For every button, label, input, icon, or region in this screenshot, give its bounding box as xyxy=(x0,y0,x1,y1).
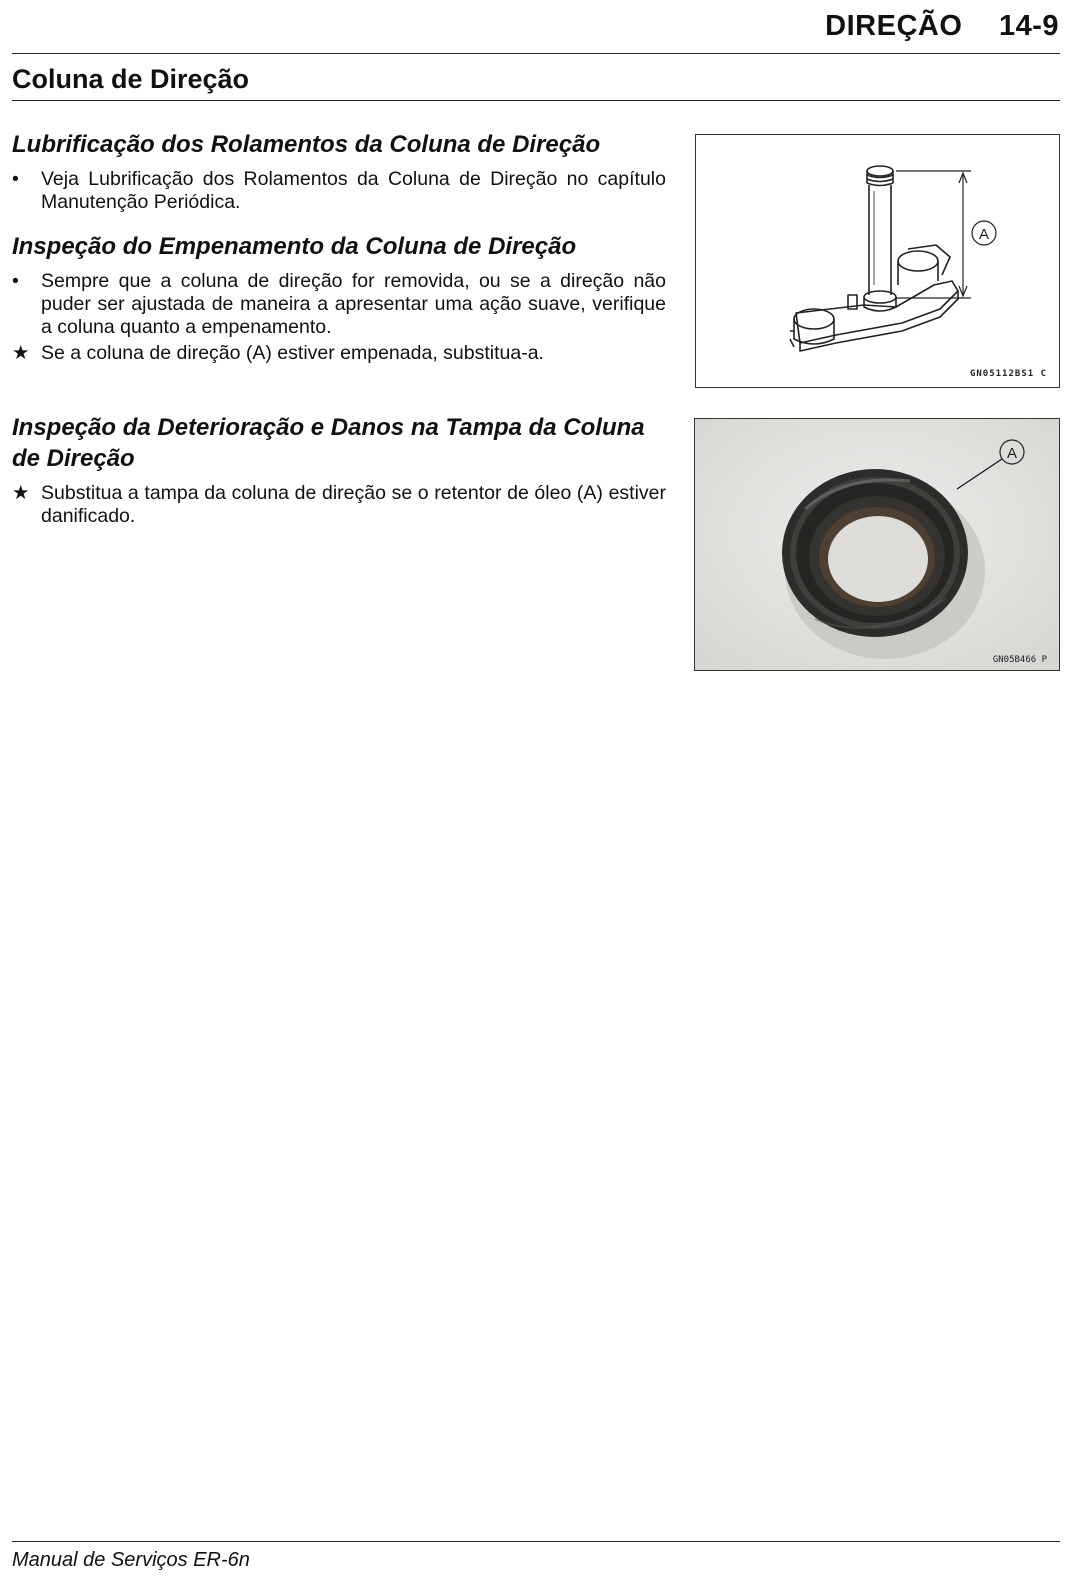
figure-code: GN05B466 P xyxy=(992,655,1047,665)
section-title: Coluna de Direção xyxy=(12,64,250,94)
item-text: Substitua a tampa da coluna de direção se o retentor de óleo (A) estiver danificado. xyxy=(41,482,666,527)
header-rule xyxy=(12,53,1060,54)
bullet-marker: • xyxy=(12,270,19,292)
figure-code: GN05112BS1 C xyxy=(969,369,1047,379)
section-rule xyxy=(12,100,1060,101)
list-item xyxy=(12,342,666,365)
section-warp-inspection xyxy=(12,231,666,365)
star-marker: ★ xyxy=(12,482,30,504)
item-text: Veja Lubrificação dos Rolamentos da Coluna de Direção no capítulo Manutenção Periódica. xyxy=(41,168,666,213)
item-text: Sempre que a coluna de direção for removida, ou se a direção não puder ser ajustada de maneira a apresentar uma ação suave, verifique a coluna quanto a empenamento. xyxy=(41,270,666,338)
item-text: Se a coluna de direção (A) estiver empenada, substitua-a. xyxy=(41,342,544,364)
footer-text: Manual de Serviços ER-6n xyxy=(12,1549,250,1571)
page-number: 14-9 xyxy=(998,10,1059,42)
list-item xyxy=(12,168,666,214)
figure-steering-stem xyxy=(695,134,1060,388)
section-heading: Lubrificação dos Rolamentos da Coluna de Direção xyxy=(12,131,601,158)
callout-label: A xyxy=(978,226,990,243)
list-item xyxy=(12,270,666,339)
section-lubrication xyxy=(12,129,666,214)
footer-rule xyxy=(12,1541,1060,1542)
oil-seal-photo xyxy=(695,419,1059,670)
steering-stem-drawing xyxy=(696,135,1059,387)
list-item xyxy=(12,482,666,528)
page-header xyxy=(825,10,1059,43)
section-heading: Inspeção da Deterioração e Danos na Tampa da Coluna de Direção xyxy=(12,414,645,472)
figure-oil-seal xyxy=(694,418,1060,671)
chapter-title: DIREÇÃO xyxy=(825,10,963,42)
star-marker: ★ xyxy=(12,342,30,364)
callout-label: A xyxy=(1006,445,1018,462)
bullet-marker: • xyxy=(12,168,19,190)
section-heading: Inspeção do Empenamento da Coluna de Direção xyxy=(12,233,577,260)
section-cap-inspection xyxy=(12,412,666,528)
